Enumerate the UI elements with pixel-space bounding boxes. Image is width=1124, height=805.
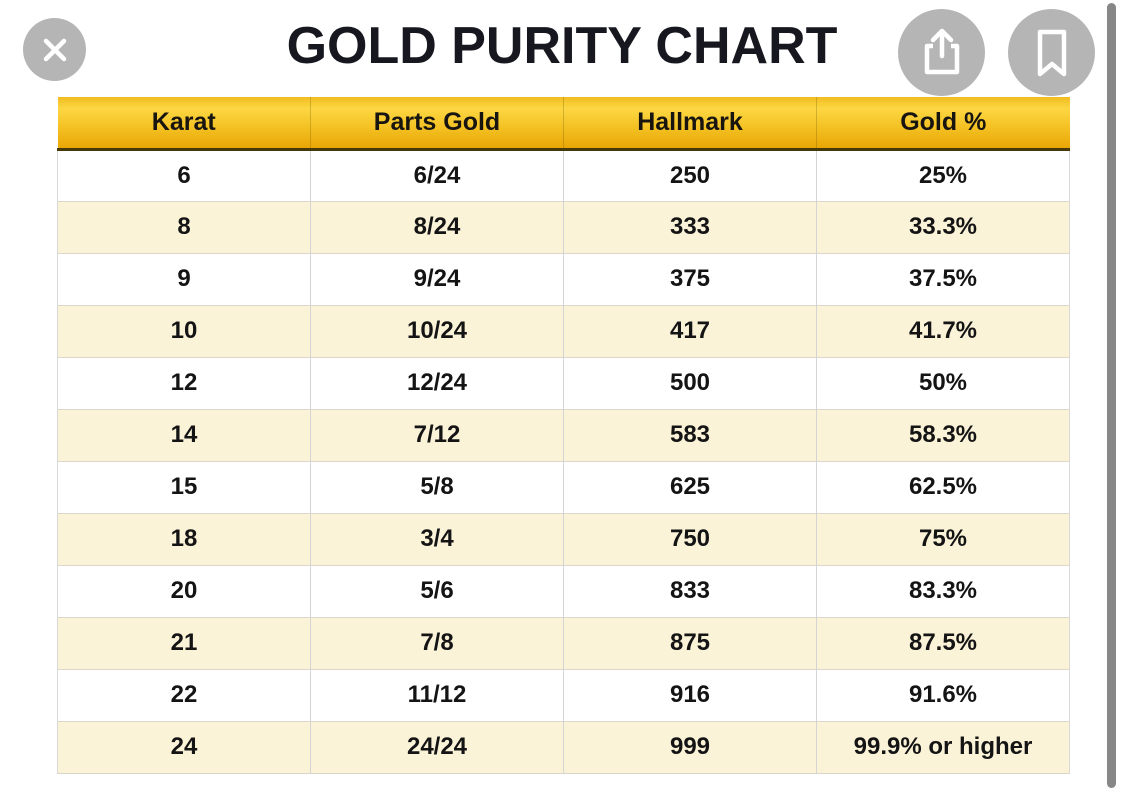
table-cell: 21	[58, 617, 311, 669]
table-cell: 10/24	[311, 305, 564, 357]
bookmark-icon	[1032, 29, 1072, 77]
table-cell: 375	[564, 253, 817, 305]
table-cell: 25%	[817, 149, 1070, 201]
table-cell: 14	[58, 409, 311, 461]
table-cell: 8/24	[311, 201, 564, 253]
table-cell: 9/24	[311, 253, 564, 305]
table-cell: 12/24	[311, 357, 564, 409]
table-cell: 91.6%	[817, 669, 1070, 721]
column-header-hallmark: Hallmark	[564, 97, 817, 149]
table-cell: 62.5%	[817, 461, 1070, 513]
table-cell: 87.5%	[817, 617, 1070, 669]
table-row	[58, 305, 1070, 357]
table-body	[58, 149, 1070, 773]
table-row	[58, 461, 1070, 513]
table-cell: 99.9% or higher	[817, 721, 1070, 773]
table-cell: 18	[58, 513, 311, 565]
table-row	[58, 721, 1070, 773]
table-cell: 10	[58, 305, 311, 357]
table-cell: 750	[564, 513, 817, 565]
table-row	[58, 617, 1070, 669]
table-cell: 875	[564, 617, 817, 669]
page-title: GOLD PURITY CHART	[286, 17, 838, 75]
table-row	[58, 513, 1070, 565]
table-cell: 75%	[817, 513, 1070, 565]
table-cell: 500	[564, 357, 817, 409]
vertical-scrollbar[interactable]	[1107, 3, 1116, 788]
table-row	[58, 669, 1070, 721]
table-row	[58, 565, 1070, 617]
table-cell: 50%	[817, 357, 1070, 409]
table-cell: 22	[58, 669, 311, 721]
table-cell: 33.3%	[817, 201, 1070, 253]
table-cell: 20	[58, 565, 311, 617]
gold-purity-table	[57, 97, 1070, 774]
table-cell: 9	[58, 253, 311, 305]
table-cell: 11/12	[311, 669, 564, 721]
table-cell: 8	[58, 201, 311, 253]
table-cell: 3/4	[311, 513, 564, 565]
table-cell: 7/8	[311, 617, 564, 669]
header-row	[58, 97, 1070, 149]
column-header-karat: Karat	[58, 97, 311, 149]
column-header-parts-gold: Parts Gold	[311, 97, 564, 149]
share-icon	[919, 28, 965, 78]
column-header-gold: Gold %	[817, 97, 1070, 149]
table-cell: 12	[58, 357, 311, 409]
table-cell: 625	[564, 461, 817, 513]
table-cell: 250	[564, 149, 817, 201]
table-cell: 15	[58, 461, 311, 513]
table-cell: 58.3%	[817, 409, 1070, 461]
table-row	[58, 201, 1070, 253]
table-cell: 41.7%	[817, 305, 1070, 357]
table-cell: 37.5%	[817, 253, 1070, 305]
table-cell: 5/8	[311, 461, 564, 513]
table-cell: 583	[564, 409, 817, 461]
table-header	[58, 97, 1070, 149]
table-cell: 833	[564, 565, 817, 617]
table-cell: 24/24	[311, 721, 564, 773]
table-cell: 333	[564, 201, 817, 253]
table-cell: 7/12	[311, 409, 564, 461]
table-cell: 24	[58, 721, 311, 773]
table-row	[58, 409, 1070, 461]
table-cell: 417	[564, 305, 817, 357]
table-cell: 916	[564, 669, 817, 721]
table-row	[58, 357, 1070, 409]
table-cell: 999	[564, 721, 817, 773]
table-cell: 6/24	[311, 149, 564, 201]
table-cell: 83.3%	[817, 565, 1070, 617]
table-cell: 5/6	[311, 565, 564, 617]
share-button[interactable]	[898, 9, 985, 96]
table-row	[58, 253, 1070, 305]
table-cell: 6	[58, 149, 311, 201]
table-row	[58, 149, 1070, 201]
bookmark-button[interactable]	[1008, 9, 1095, 96]
